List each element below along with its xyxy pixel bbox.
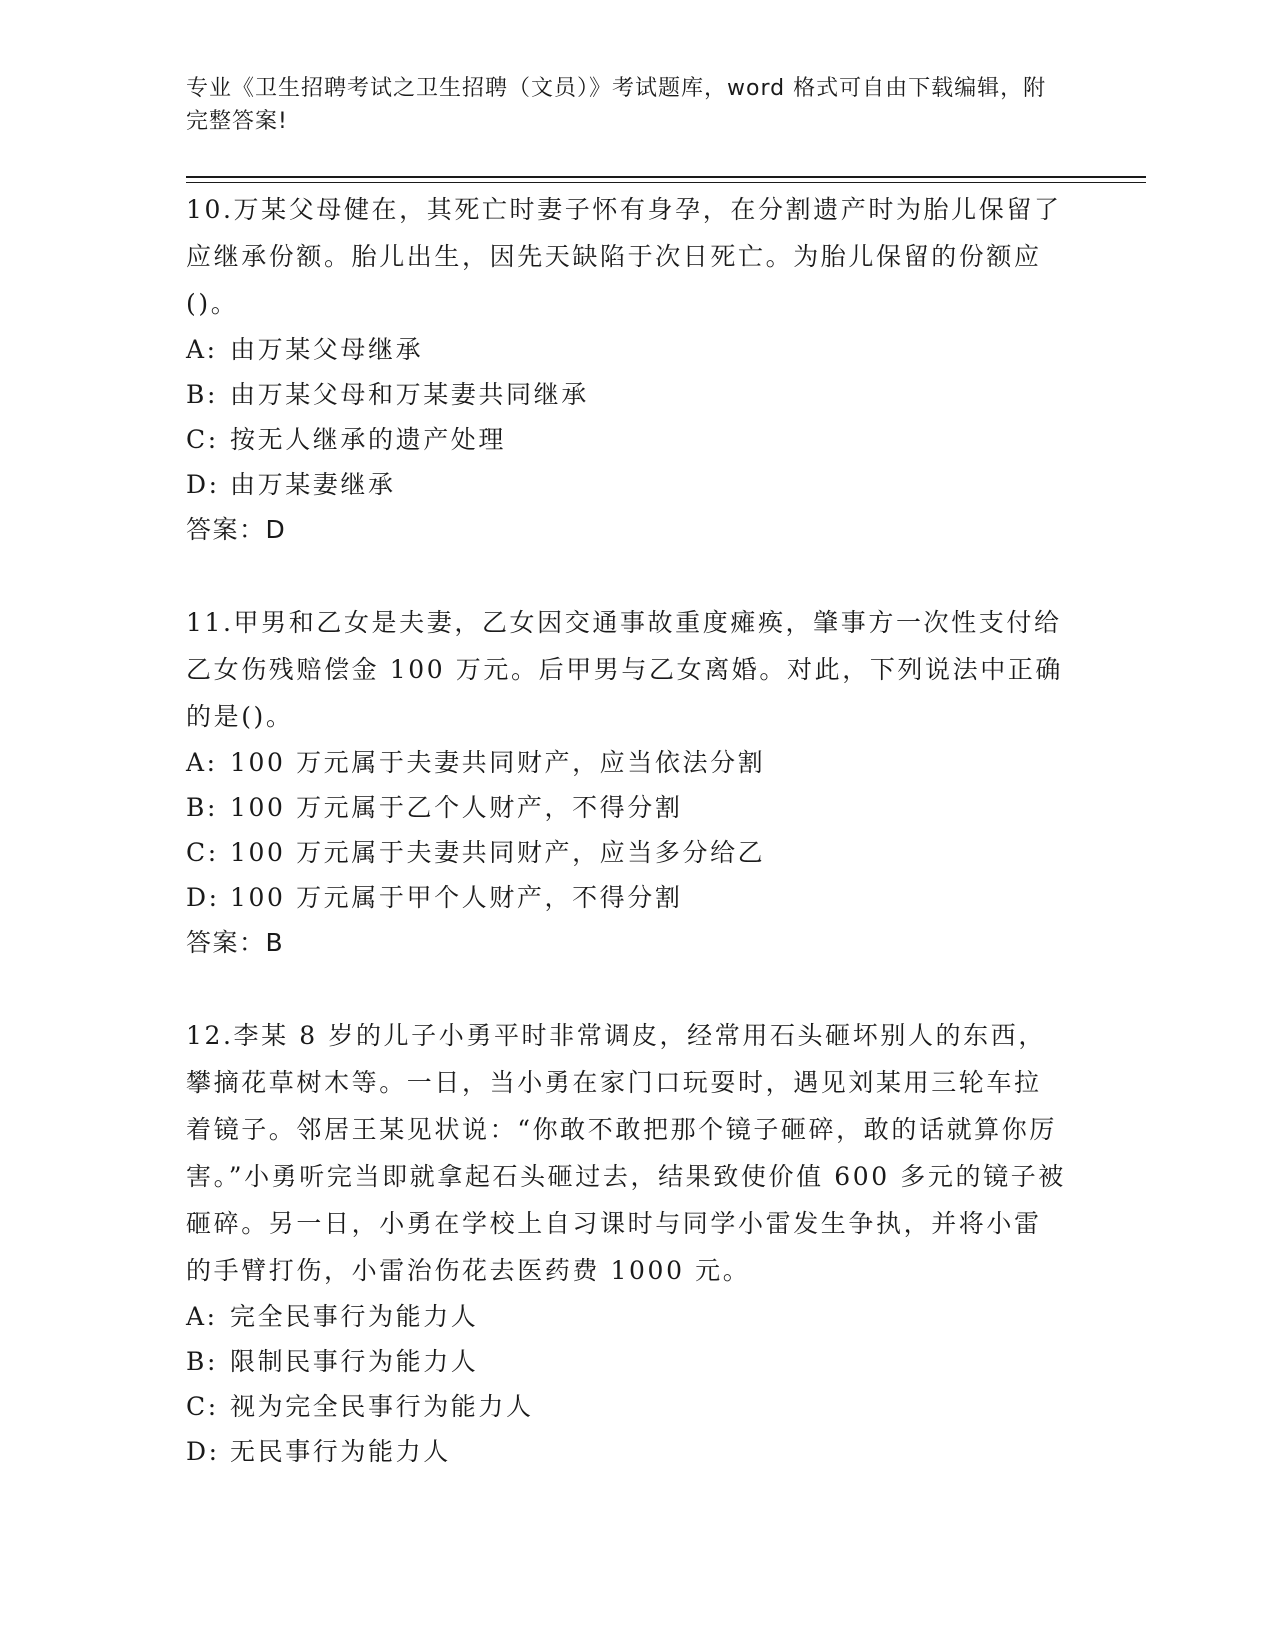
question-stem: 10.万某父母健在，其死亡时妻子怀有身孕，在分割遗产时为胎儿保留了应继承份额。胎儿出生，因先天缺陷于次日死亡。为胎儿保留的份额应()。 xyxy=(186,195,1062,318)
option-letter: D: xyxy=(186,1437,220,1466)
option-b xyxy=(186,785,1066,830)
option-text: 100 万元属于夫妻共同财产，应当依法分割 xyxy=(230,748,766,777)
option-text: 完全民事行为能力人 xyxy=(230,1302,479,1331)
option-a xyxy=(186,1294,1066,1339)
answer-line: 答案：B xyxy=(186,928,285,957)
option-a xyxy=(186,740,1066,785)
header-divider-thin xyxy=(186,182,1146,183)
option-letter: B: xyxy=(186,1347,218,1376)
option-b xyxy=(186,372,1066,417)
question-list xyxy=(186,186,1066,1474)
option-b xyxy=(186,1339,1066,1384)
question-stem: 12.李某 8 岁的儿子小勇平时非常调皮，经常用石头砸坏别人的东西，攀摘花草树木等。一日，当小勇在家门口玩耍时，遇见刘某用三轮车拉着镜子。邻居王某见状说：“你敢不敢把那个镜子砸碎，敢的话就算你厉害。”小勇听完当即就拿起石头砸过去，结果致使价值 600 多元的镜子被砸碎。另一日，小勇在学校上自习课时与同学小雷发生争执，并将小雷的手臂打伤，小雷治伤花去医药费 1000 元。 xyxy=(186,1021,1066,1285)
question-spacer xyxy=(186,966,1066,1012)
option-d xyxy=(186,1429,1066,1474)
option-letter: C: xyxy=(186,425,219,454)
option-letter: B: xyxy=(186,380,218,409)
option-text: 限制民事行为能力人 xyxy=(230,1347,479,1376)
option-text: 由万某父母继承 xyxy=(230,335,424,364)
option-letter: C: xyxy=(186,838,219,867)
header-divider-thick xyxy=(186,176,1146,178)
option-d xyxy=(186,875,1066,920)
option-c xyxy=(186,417,1066,462)
option-c xyxy=(186,830,1066,875)
option-text: 100 万元属于甲个人财产，不得分割 xyxy=(230,883,683,912)
option-d xyxy=(186,462,1066,507)
option-letter: A: xyxy=(186,1302,218,1331)
option-a xyxy=(186,327,1066,372)
question-spacer xyxy=(186,553,1066,599)
question-11 xyxy=(186,599,1066,966)
option-letter: A: xyxy=(186,335,218,364)
option-c xyxy=(186,1384,1066,1429)
document-header: 专业《卫生招聘考试之卫生招聘（文员）》考试题库，word 格式可自由下载编辑，附完整答案! xyxy=(186,76,1047,134)
question-stem: 11.甲男和乙女是夫妻，乙女因交通事故重度瘫痪，肇事方一次性支付给乙女伤残赔偿金 100 万元。后甲男与乙女离婚。对此，下列说法中正确的是()。 xyxy=(186,608,1064,731)
option-text: 由万某妻继承 xyxy=(230,470,396,499)
answer-line: 答案：D xyxy=(186,515,287,544)
option-text: 按无人继承的遗产处理 xyxy=(230,425,507,454)
option-text: 100 万元属于乙个人财产，不得分割 xyxy=(230,793,683,822)
option-letter: C: xyxy=(186,1392,219,1421)
option-letter: A: xyxy=(186,748,218,777)
option-letter: D: xyxy=(186,470,220,499)
option-letter: D: xyxy=(186,883,220,912)
option-text: 无民事行为能力人 xyxy=(230,1437,451,1466)
question-10 xyxy=(186,186,1066,553)
option-text: 100 万元属于夫妻共同财产，应当多分给乙 xyxy=(230,838,766,867)
question-12 xyxy=(186,1012,1066,1474)
option-text: 由万某父母和万某妻共同继承 xyxy=(230,380,589,409)
option-text: 视为完全民事行为能力人 xyxy=(230,1392,534,1421)
option-letter: B: xyxy=(186,793,218,822)
